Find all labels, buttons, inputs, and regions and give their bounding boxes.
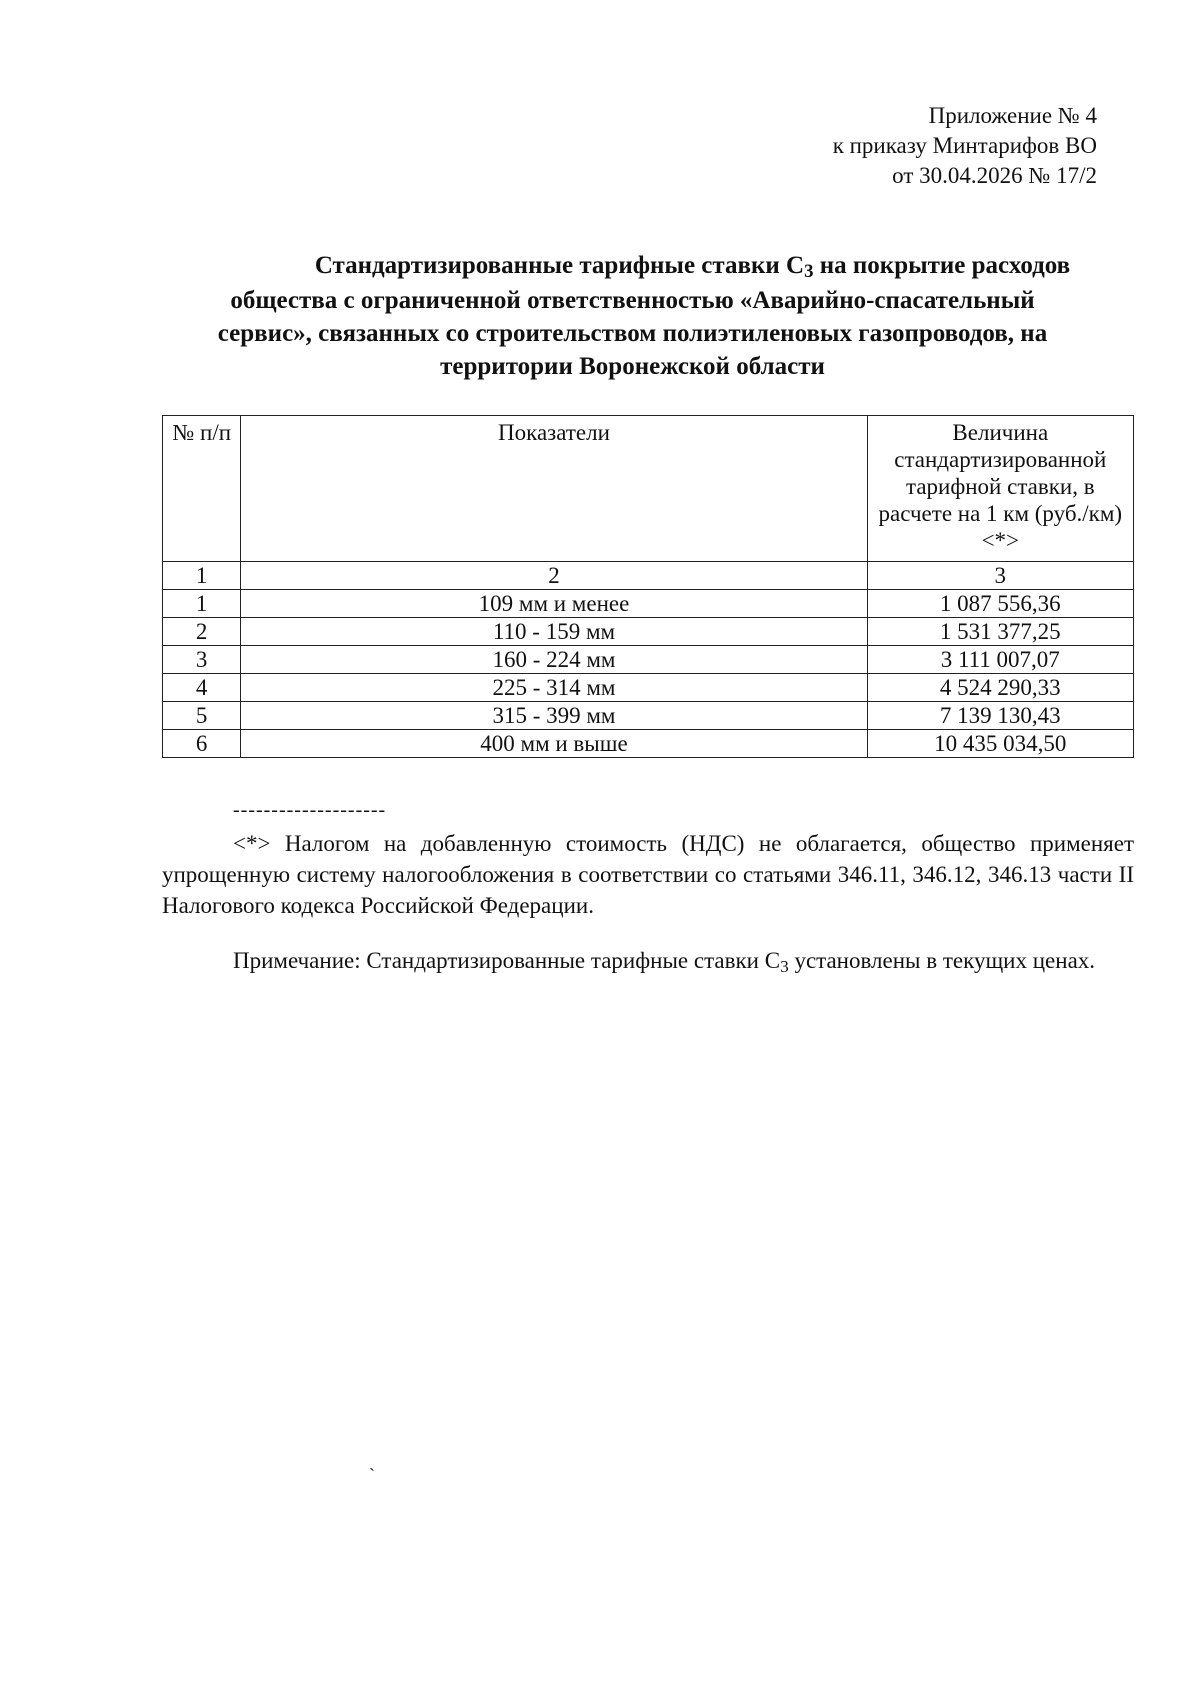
row-value: 10 435 034,50 — [867, 730, 1133, 758]
table-row — [163, 618, 1134, 646]
row-indicator: 109 мм и менее — [241, 590, 867, 618]
row-number: 4 — [163, 674, 241, 702]
row-indicator: 315 - 399 мм — [241, 702, 867, 730]
header-indicators: Показатели — [241, 416, 867, 562]
row-number: 3 — [163, 646, 241, 674]
row-value: 3 111 007,07 — [867, 646, 1133, 674]
tariff-rates-table — [162, 415, 1134, 758]
title-line-3: сервис», связанных со строительством полиэтиленовых газопроводов, на — [217, 320, 1048, 347]
table-header-row — [163, 416, 1134, 562]
scan-speck: ˋ — [369, 1465, 375, 1485]
row-number: 5 — [163, 702, 241, 730]
document-title — [150, 249, 1115, 383]
title-line-2: общества с ограниченной ответственностью «Аварийно-спасательный — [230, 287, 1035, 314]
table-row — [163, 730, 1134, 758]
table-row — [163, 702, 1134, 730]
header-number: № п/п — [163, 416, 241, 562]
row-indicator: 400 мм и выше — [241, 730, 867, 758]
row-value: 1 087 556,36 — [867, 590, 1133, 618]
title-line-1: Стандартизированные тарифные ставки $С_3$ на покрытие расходов — [314, 252, 1071, 283]
note-text: Примечание: Стандартизированные тарифные ставки $С_3$ установлены в текущих ценах. — [233, 948, 1096, 976]
table-row — [163, 590, 1134, 618]
footnote-separator: -------------------- — [233, 799, 387, 821]
row-number: 6 — [163, 730, 241, 758]
title-line-4: территории Воронежской области — [440, 353, 825, 380]
row-number: 1 — [163, 590, 241, 618]
row-number: 2 — [163, 618, 241, 646]
table-column-numbers-row — [163, 562, 1134, 590]
appendix-number: Приложение № 4 — [928, 103, 1097, 128]
row-value: 7 139 130,43 — [867, 702, 1133, 730]
column-number: 1 — [163, 562, 241, 590]
appendix-order: к приказу Минтарифов ВО — [832, 133, 1097, 158]
row-indicator: 225 - 314 мм — [241, 674, 867, 702]
appendix-reference — [637, 101, 1097, 191]
table-row — [163, 674, 1134, 702]
header-rate-value: Величина стандартизированной тарифной ставки, в расчете на 1 км (руб./км) <*> — [867, 416, 1133, 562]
row-indicator: 110 - 159 мм — [241, 618, 867, 646]
row-indicator: 160 - 224 мм — [241, 646, 867, 674]
column-number: 2 — [241, 562, 867, 590]
appendix-date: от 30.04.2026 № 17/2 — [892, 163, 1097, 188]
table-row — [163, 646, 1134, 674]
row-value: 4 524 290,33 — [867, 674, 1133, 702]
footnote-text: <*> Налогом на добавленную стоимость (НДС) не облагается, общество применяет упрощенную систему налогообложения в соответствии со статьями 346.11, 346.12, 346.13 части II Налогового кодекса Российской Федерации. — [162, 831, 1134, 918]
row-value: 1 531 377,25 — [867, 618, 1133, 646]
column-number: 3 — [867, 562, 1133, 590]
